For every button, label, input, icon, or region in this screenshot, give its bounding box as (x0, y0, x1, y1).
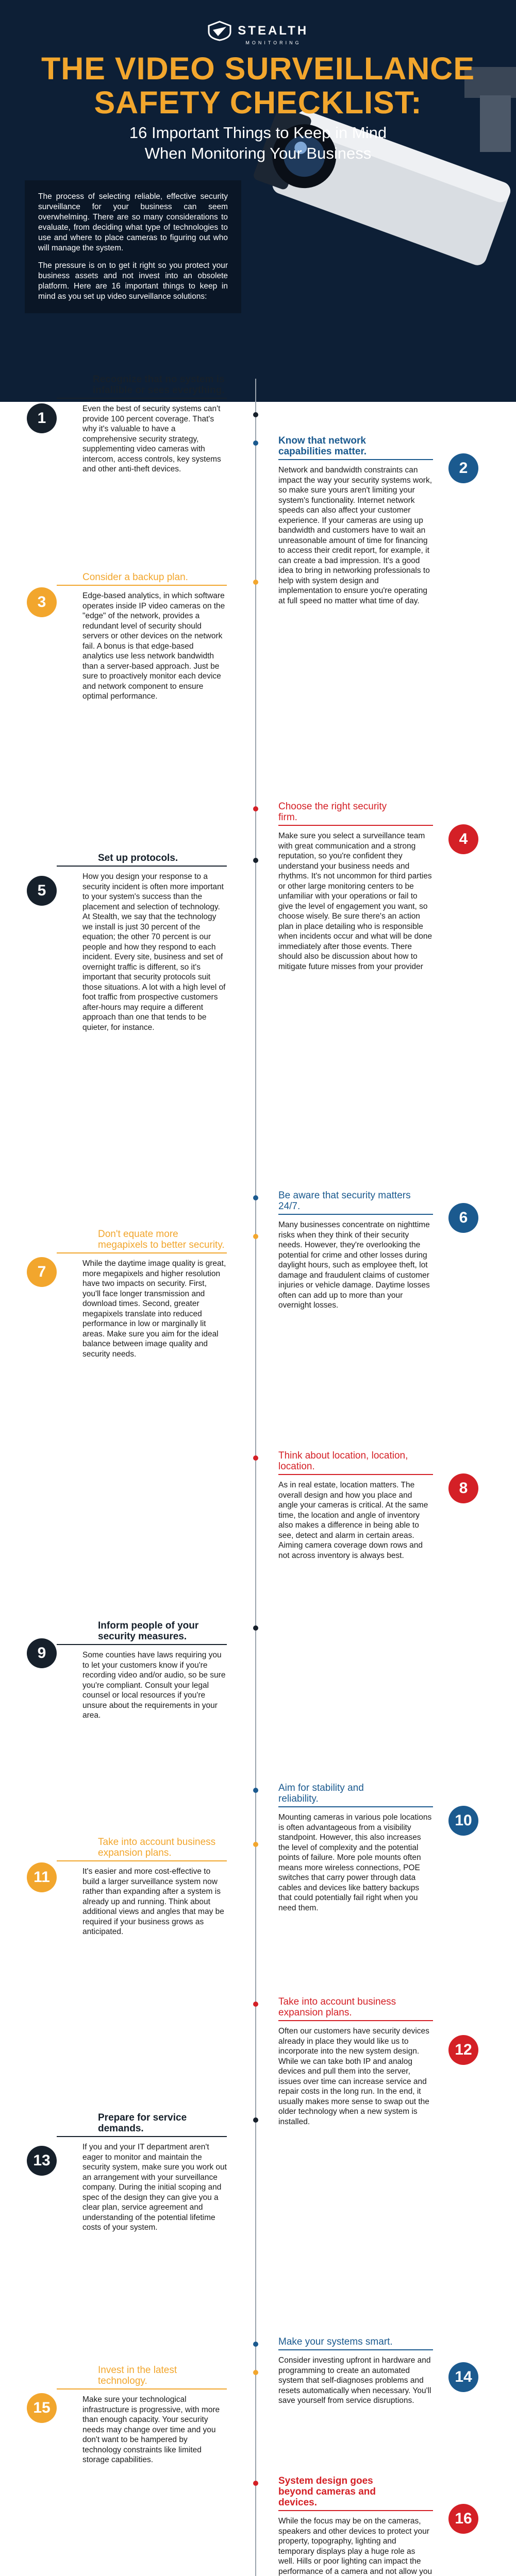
item-number-13: 13 (27, 2146, 57, 2176)
item-body: Many businesses concentrate on nighttime risks when they think of their security needs. However, they're overlooking the potential for crime and other losses during daylight hours, such as employee theft, lot damage and fraudulent claims of customer injuries or vehicle damage. Daytime losses often can add up to more than your overnight losses. (278, 1221, 430, 1310)
item-number-15: 15 (27, 2393, 57, 2423)
checklist-item-1 (57, 374, 227, 474)
checklist-item-12 (278, 1996, 433, 2127)
item-heading: System design goes beyond cameras and devices. (278, 2476, 433, 2511)
item-number-9: 9 (27, 1638, 57, 1668)
shield-logo-icon (208, 21, 231, 41)
item-body: Consider investing upfront in hardware and programming to create an automated system that self-diagnoses problems and resets automatically when necessary. You'll save yourself from service disruptions. (278, 2356, 431, 2405)
checklist-item-8 (278, 1450, 433, 1561)
timeline-line (255, 379, 256, 2576)
timeline-dot (253, 1625, 258, 1631)
checklist-item-7 (57, 1229, 227, 1359)
checklist-item-15 (57, 2365, 227, 2465)
timeline-dot (253, 1842, 258, 1847)
timeline-dot (253, 2370, 258, 2375)
timeline-dot (253, 806, 258, 811)
page-title (0, 52, 516, 120)
item-body: Network and bandwidth constraints can impact the way your security systems work, so make sure yours aren't limiting your system's functionality. Internet network speeds can also affect your customer experience. If your cameras are using up bandwidth and customers have to wait an unreasonable amount of time for financing to access their credit report, for example, it can create a bad impression. It's a good idea to bring in networking professionals to help with system design and implementation to ensure you're operating at full speed no matter what time of day. (278, 466, 432, 605)
checklist-item-3 (57, 572, 227, 702)
item-heading: Set up protocols. (57, 853, 227, 867)
item-body: Mounting cameras in various pole locations is often advantageous from a visibility standpoint. However, this also increases the level of complexity and the potential points of failure. More pole mounts often means more wireless connections, POE switches that carry power through data cables and devices like battery backups that could potentially fail right when you need them. (278, 1813, 432, 1912)
checklist-item-5 (57, 853, 227, 1032)
item-number-1: 1 (27, 403, 57, 433)
item-number-2: 2 (448, 453, 478, 483)
item-number-12: 12 (448, 2035, 478, 2065)
timeline-dot (253, 1234, 258, 1239)
item-body: Make sure your technological infrastructure is progressive, with more than enough capacity. Your security needs may change over time and you don't want to be hampered by technology constraints like limited storage capabilities. (82, 2395, 220, 2464)
checklist-item-4 (278, 801, 433, 972)
item-heading: Know that network capabilities matter. (278, 435, 433, 460)
item-heading: Recognize that no system is infallible or sees everything. (57, 374, 227, 399)
item-body: While the daytime image quality is great, more megapixels and higher resolution have two impacts on security. First, you'll face longer transmission and download times. Second, greater megapixels translate into reduced performance in low or marginally lit areas. Make sure you aim for the ideal balance between image quality and security needs. (82, 1259, 226, 1359)
item-body: It's easier and more cost-effective to build a larger surveillance system now rather than expanding after a system is already up and running. Think about additional views and angles that may be required if your business grows as anticipated. (82, 1867, 224, 1936)
checklist-item-14 (278, 2336, 433, 2406)
item-heading: Think about location, location, location. (278, 1450, 433, 1475)
item-body: While the focus may be on the cameras, speakers and other devices to protect your property, topography, lighting and temporary displays play a huge role as well. Hills or poor lighting can impact the performance of a camera and not allow you (278, 2517, 432, 2576)
timeline-dot (253, 580, 258, 585)
item-number-4: 4 (448, 824, 478, 854)
subtitle-line-2: When Monitoring Your Business (144, 144, 372, 162)
brand-name: STEALTH (238, 24, 309, 38)
timeline-dot (253, 2002, 258, 2007)
timeline-dot (253, 858, 258, 863)
item-heading: Take into account business expansion plans. (278, 1996, 433, 2021)
item-body: Some counties have laws requiring you to let your customers know if you're recording video and/or audio, so be sure you're compliant. Consult your legal counsel or local resources if you're unsure about the requirements in your area. (82, 1651, 226, 1720)
item-heading: Aim for stability and reliability. (278, 1783, 433, 1807)
subtitle-line-1: 16 Important Things to Keep in Mind (129, 124, 387, 142)
title-line-1: THE VIDEO SURVEILLANCE (41, 51, 475, 86)
checklist-item-10 (278, 1783, 433, 1913)
item-body: Make sure you select a surveillance team with great communication and a strong reputation, so you're confident they understand your business needs and rhythms. It's not uncommon for third parties or other large monitoring centers to be unfamiliar with your operations or fail to give the level of engagement you want, so choose wisely. Be sure there's an action plan in place detailing who is responsible when incidents occur and what will be done immediately after those events. There should also be discussion about how to mitigate future misses from your provider (278, 832, 432, 971)
item-number-7: 7 (27, 1257, 57, 1287)
intro-box (25, 180, 241, 313)
checklist-item-9 (57, 1620, 227, 1721)
intro-paragraph-2: The pressure is on to get it right so you protect your business assets and not invest into an obsolete platform. Here are 16 important things to keep in mind as you set up video surveillance solutions: (38, 261, 228, 301)
page-subtitle (0, 123, 516, 164)
brand-logo (0, 21, 516, 45)
item-number-8: 8 (448, 1473, 478, 1503)
item-body: If you and your IT department aren't eager to monitor and maintain the security system, make sure you work out an arrangement with your surveillance company. During the initial scoping and spec of the design they can give you a clear plan, service agreement and understanding of the potential lifetime costs of your system. (82, 2143, 227, 2232)
item-number-3: 3 (27, 587, 57, 617)
checklist-item-11 (57, 1837, 227, 1937)
item-heading: Be aware that security matters 24/7. (278, 1190, 433, 1215)
item-heading: Make your systems smart. (278, 2336, 433, 2350)
checklist-item-16 (278, 2476, 433, 2576)
timeline-dot (253, 1195, 258, 1200)
item-heading: Consider a backup plan. (57, 572, 227, 586)
item-body: Edge-based analytics, in which software operates inside IP video cameras on the "edge" of the network, provides a redundant level of security should servers or other devices on the network fail. A bonus is that edge-based analytics use less network bandwidth than a server-based approach. Just be sure to proactively monitor each device and network component to ensure optimal performance. (82, 591, 225, 701)
timeline-dot (253, 1455, 258, 1461)
item-body: As in real estate, location matters. The overall design and how you place and angle your cameras is critical. At the same time, the location and angle of inventory also makes a difference in being able to see, detect and alarm in certain areas. Aiming camera coverage down rows and not across inventory is always best. (278, 1481, 428, 1560)
brand-subname: MONITORING (245, 40, 302, 45)
timeline-dot (253, 412, 258, 417)
item-heading: Take into account business expansion plans. (57, 1837, 227, 1861)
item-number-16: 16 (448, 2504, 478, 2534)
item-body: Even the best of security systems can't provide 100 percent coverage. That's why it's valuable to have a comprehensive security strategy, supplementing video cameras with intercom, access controls, key systems and other anti-theft devices. (82, 404, 221, 473)
item-number-10: 10 (448, 1806, 478, 1836)
intro-paragraph-1: The process of selecting reliable, effective security surveillance for your business can seem overwhelming. There are so many considerations to evaluate, from deciding what type of technologies to use and where to place cameras to figuring out who will manage the system. (38, 192, 228, 252)
timeline-dot (253, 2481, 258, 2486)
item-body: Often our customers have security devices already in place they would like us to incorporate into the new system design. While we can take both IP and analog devices and pull them into the server, issues over time can increase service and repair costs in the long run. In the end, it usually makes more sense to swap out the older technology when a new system is installed. (278, 2027, 429, 2126)
item-heading: Invest in the latest technology. (57, 2365, 227, 2389)
checklist-item-2 (278, 435, 433, 606)
item-heading: Don't equate more megapixels to better security. (57, 1229, 227, 1253)
item-heading: Prepare for service demands. (57, 2112, 227, 2137)
item-heading: Inform people of your security measures. (57, 1620, 227, 1645)
hero-section (0, 0, 516, 402)
item-number-6: 6 (448, 1203, 478, 1233)
timeline-dot (253, 440, 258, 446)
timeline-dot (253, 2117, 258, 2123)
checklist-item-13 (57, 2112, 227, 2233)
item-number-14: 14 (448, 2362, 478, 2392)
checklist-item-6 (278, 1190, 433, 1311)
timeline-dot (253, 1788, 258, 1793)
timeline-dot (253, 2342, 258, 2347)
item-body: How you design your response to a security incident is often more important to your system's success than the placement and selection of technology. At Stealth, we say that the technology we install is just 30 percent of the equation; the other 70 percent is our people and how they respond to each incident. Every site, business and set of overnight traffic is different, so it's important that security protocols suit those situations. A lot with a high level of foot traffic from prospective customers after-hours may require a different approach than one that tends to be quieter, for instance. (82, 872, 226, 1032)
item-heading: Choose the right security firm. (278, 801, 433, 826)
item-number-11: 11 (27, 1862, 57, 1892)
title-line-2: SAFETY CHECKLIST: (94, 85, 422, 120)
item-number-5: 5 (27, 876, 57, 906)
